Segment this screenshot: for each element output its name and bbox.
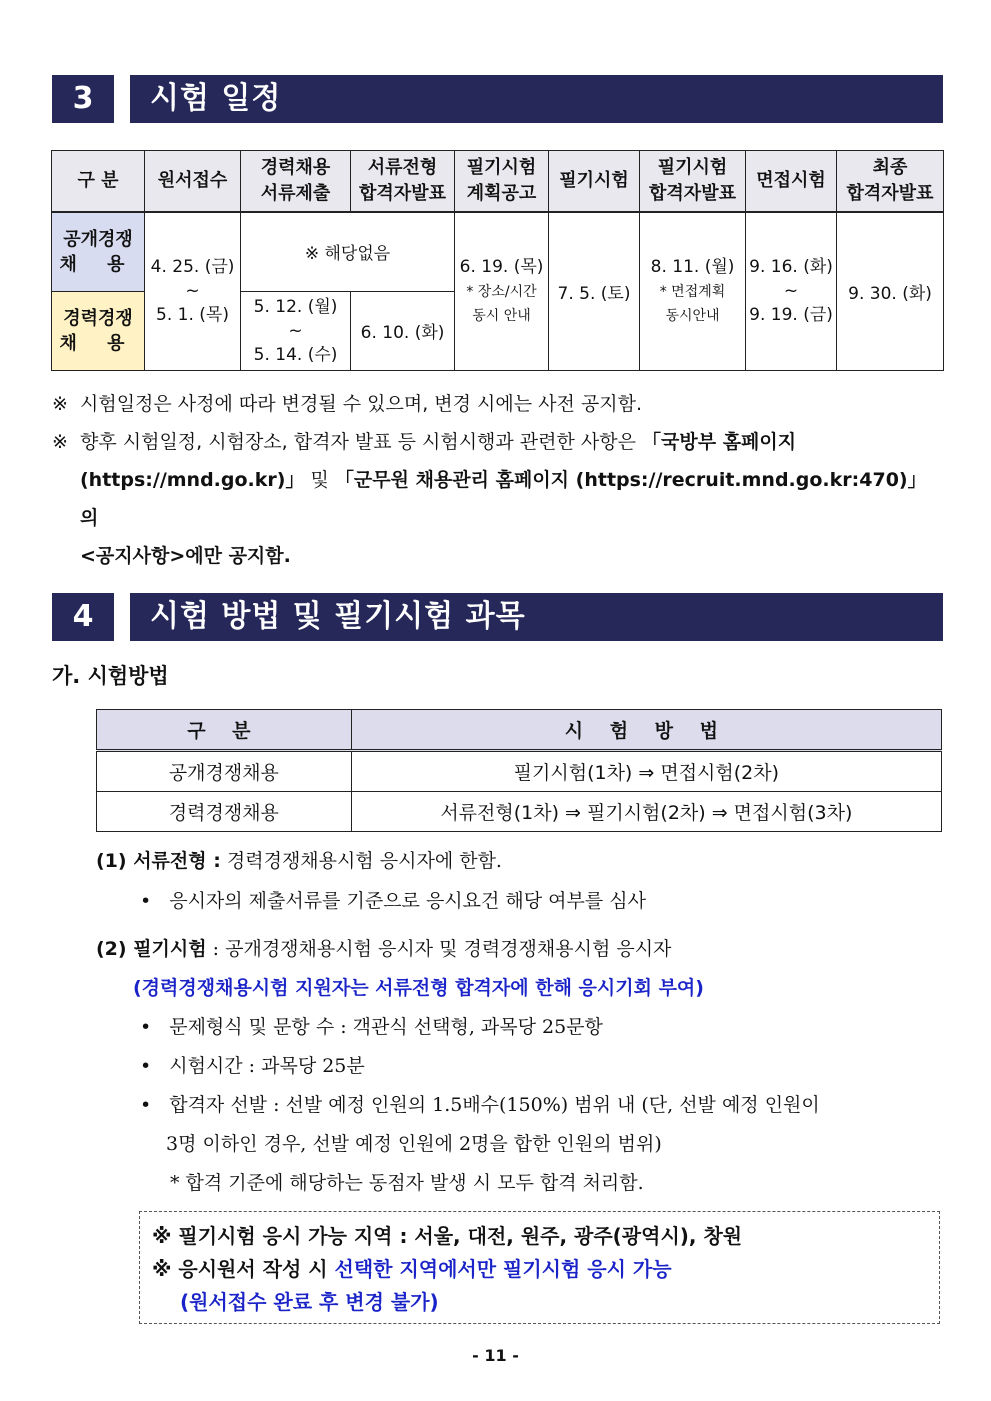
para-doc-screening-bullet: • 응시자의 제출서류를 기준으로 응시요건 해당 여부를 심사 bbox=[140, 888, 646, 914]
header-plan-notice: 필기시험 계획공고 bbox=[455, 151, 549, 213]
interview-dates: 9. 16. (화) ~ 9. 19. (금) bbox=[746, 212, 837, 370]
written-result-date: 8. 11. (월) * 면접계획 동시안내 bbox=[640, 212, 746, 370]
notice-application: ※ 응시원서 작성 시 선택한 지역에서만 필기시험 응시 가능 bbox=[152, 1257, 672, 1281]
method-table bbox=[96, 709, 942, 832]
header-final: 최종 합격자발표 bbox=[837, 151, 944, 213]
section-4-header bbox=[52, 593, 943, 641]
method-row-career-method: 서류전형(1차) ⇒ 필기시험(2차) ⇒ 면접시험(3차) bbox=[351, 792, 941, 832]
header-apply: 원서접수 bbox=[145, 151, 241, 213]
final-date: 9. 30. (화) bbox=[837, 212, 944, 370]
section-4-title: 시험 방법 및 필기시험 과목 bbox=[130, 593, 943, 641]
method-row-open-type: 공개경쟁채용 bbox=[97, 751, 352, 792]
method-header-category: 구 분 bbox=[97, 710, 352, 751]
notice-box bbox=[139, 1211, 940, 1324]
page-number: - 11 - bbox=[472, 1346, 519, 1365]
doc-submit-dates: 5. 12. (월) ~ 5. 14. (수) bbox=[241, 291, 351, 370]
not-applicable: ※ 해당없음 bbox=[241, 212, 455, 291]
notice-region: ※ 필기시험 응시 가능 지역 : 서울, 대전, 원주, 광주(광역시), 창원 bbox=[152, 1224, 743, 1248]
tie-note: * 합격 기준에 해당하는 동점자 발생 시 모두 합격 처리함. bbox=[170, 1172, 644, 1194]
header-interview: 면접시험 bbox=[746, 151, 837, 213]
bullet-question-format: • 문제형식 및 문항 수 : 객관식 선택형, 과목당 25문항 bbox=[140, 1014, 603, 1040]
header-doc-submit: 경력채용 서류제출 bbox=[241, 151, 351, 213]
para-written-exam-blue: (경력경쟁채용시험 지원자는 서류전형 합격자에 한해 응시기회 부여) bbox=[133, 977, 704, 999]
bullet-exam-time: • 시험시간 : 과목당 25분 bbox=[140, 1053, 365, 1079]
para-doc-screening: (1) 서류전형 : 경력경쟁채용시험 응시자에 한함. bbox=[96, 850, 502, 872]
header-doc-result: 서류전형 합격자발표 bbox=[351, 151, 455, 213]
method-row-career-type: 경력경쟁채용 bbox=[97, 792, 352, 832]
section-3-number: 3 bbox=[52, 75, 114, 123]
notice-no-change: (원서접수 완료 후 변경 불가) bbox=[180, 1290, 439, 1314]
method-header-method: 시 험 방 법 bbox=[351, 710, 941, 751]
written-date: 7. 5. (토) bbox=[549, 212, 640, 370]
doc-result-date: 6. 10. (화) bbox=[351, 291, 455, 370]
apply-dates: 4. 25. (금) ~ 5. 1. (목) bbox=[145, 212, 241, 370]
header-category: 구 분 bbox=[52, 151, 145, 213]
subtitle-exam-method: 가. 시험방법 bbox=[52, 664, 169, 688]
header-written-result: 필기시험 합격자발표 bbox=[640, 151, 746, 213]
para-written-exam: (2) 필기시험 : 공개경쟁채용시험 응시자 및 경력경쟁채용시험 응시자 bbox=[96, 938, 672, 960]
row-open-label: 공개경쟁 채 용 bbox=[52, 212, 145, 291]
method-row-open-method: 필기시험(1차) ⇒ 면접시험(2차) bbox=[351, 751, 941, 792]
plan-notice-date: 6. 19. (목) * 장소/시간 동시 안내 bbox=[455, 212, 549, 370]
note-2: ※ 향후 시험일정, 시험장소, 합격자 발표 등 시험시행과 관련한 사항은 「국방부 홈페이지 (https://mnd.go.kr)」 및 「군무원 채용관리 홈페이지 (https://recruit.mnd.go.kr:470)」의 <공지사항>에만 공지함. bbox=[52, 431, 927, 567]
schedule-table bbox=[51, 150, 944, 371]
header-written: 필기시험 bbox=[549, 151, 640, 213]
bullet-selection-cont: 3명 이하인 경우, 선발 예정 인원에 2명을 합한 인원의 범위) bbox=[166, 1133, 662, 1155]
bullet-selection: • 합격자 선발 : 선발 예정 인원의 1.5배수(150%) 범위 내 (단, 선발 예정 인원이 bbox=[140, 1092, 820, 1118]
section-4-number: 4 bbox=[52, 593, 114, 641]
section-3-header bbox=[52, 75, 943, 123]
note-1: ※ 시험일정은 사정에 따라 변경될 수 있으며, 변경 시에는 사전 공지함. bbox=[52, 393, 642, 415]
section-3-title: 시험 일정 bbox=[130, 75, 943, 123]
row-career-label: 경력경쟁 채 용 bbox=[52, 291, 145, 370]
